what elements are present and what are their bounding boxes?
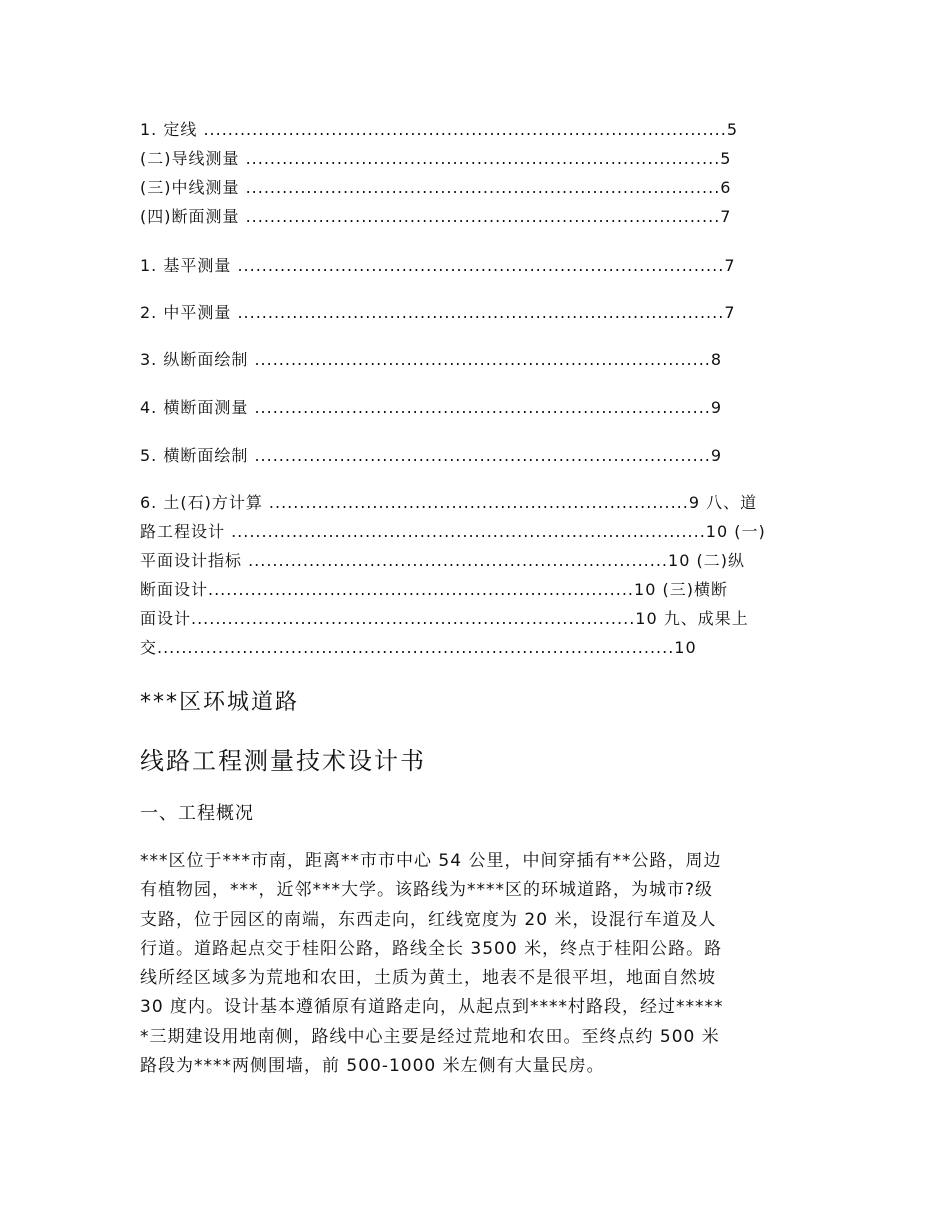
paragraph-line: 路段为****两侧围墙，前 500-1000 米左侧有大量民房。 [140,1056,605,1077]
toc-entry[interactable]: 4. 横断面测量 ...........................................................................9 [140,398,723,417]
overview-paragraph [140,847,820,1081]
paragraph-line: 行道。道路起点交于桂阳公路，路线全长 3500 米，终点于桂阳公路。路 [140,938,723,959]
paragraph-line: 支路，位于园区的南端，东西走向，红线宽度为 20 米，设混行车道及人 [140,909,717,930]
project-heading: ***区环城道路 [140,690,300,715]
toc-entry[interactable]: (三)中线测量 ..............................................................................6 [140,178,732,197]
toc-entry[interactable]: (二)导线测量 ..............................................................................5 [140,149,732,168]
toc-flow-line[interactable]: 6. 土(石)方计算 .....................................................................9 八、道 [140,493,758,512]
paragraph-line: 线所经区域多为荒地和农田，土质为黄土，地表不是很平坦，地面自然坡 [140,968,716,989]
toc-entry[interactable]: (四)断面测量 ..............................................................................7 [140,207,732,226]
toc-flow-line[interactable]: 平面设计指标 .....................................................................10 (二)纵 [140,551,745,570]
toc-flow-line[interactable]: 面设计.........................................................................10 九、成果上 [140,609,749,628]
paragraph-line: ***区位于***市南，距离**市市中心 54 公里，中间穿插有**公路，周边 [140,851,722,871]
paragraph-line: 30 度内。设计基本遵循原有道路走向，从起点到****村路段，经过***** [140,997,724,1018]
document-title: 线路工程测量技术设计书 [140,747,426,775]
toc-entry[interactable]: 5. 横断面绘制 ...........................................................................9 [140,446,723,465]
toc-flow-line[interactable]: 路工程设计 ..............................................................................10 (一) [140,522,766,541]
toc-flow-line[interactable]: 断面设计......................................................................10 (三)横断 [140,580,728,599]
toc-entry[interactable]: 1. 基平测量 ................................................................................7 [140,256,736,275]
toc-entry[interactable]: 2. 中平测量 ................................................................................7 [140,303,736,322]
toc-flow-line[interactable]: 交.....................................................................................10 [140,638,697,657]
paragraph-line: *三期建设用地南侧，路线中心主要是经过荒地和农田。至终点约 500 米 [140,1026,720,1047]
toc-entry[interactable]: 1. 定线 ......................................................................................5 [140,120,739,139]
toc-entry[interactable]: 3. 纵断面绘制 ...........................................................................8 [140,350,723,369]
section-heading-overview: 一、工程概况 [140,803,254,824]
paragraph-line: 有植物园，***，近邻***大学。该路线为****区的环城道路，为城市?级 [140,880,714,901]
